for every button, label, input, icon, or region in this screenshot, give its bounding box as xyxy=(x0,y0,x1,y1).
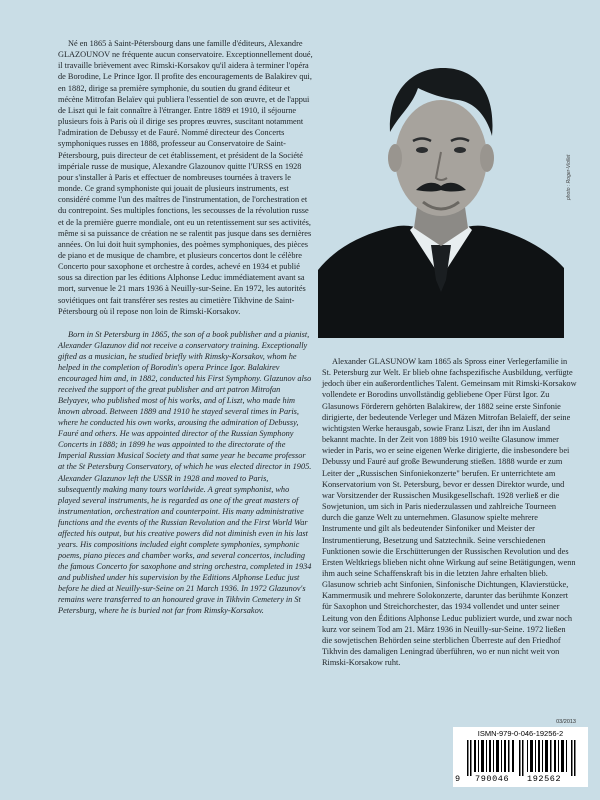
barcode-first-digit: 9 xyxy=(455,774,461,784)
photo-credit: photo : Roger-Viollet xyxy=(566,154,572,200)
german-paragraph: Alexander GLASUNOW kam 1865 als Spross einer Verlegerfamilie in St. Petersburg zur Welt. Er blieb ohne fachspezifische Ausbildung, verfügte jedoch über ein außerordentliches Talent. Gemeinsam mit Rimski-Korsakow vollendete er Borodins unvollständig gebliebene Oper Fürst Igor. Zu Glasunows Förderern gehörten Balakirew, der 1882 seine erste Sinfonie dirigierte, der bedeutende Verleger und Mäzen Mitrofan Belaïeff, der seine wichtigsten Werke herausgab, sowie Franz Liszt, der ihn im Ausland bekannt machte. In der Zeit von 1889 bis 1910 weilte Glasunow immer wieder in Paris, wo er seine eigenen Werke dirigierte, die insbesondere bei Debussy und Fauré auf große Bewunderung stießen. 1888 wurde er zum Leiter der „Russischen Sinfoniekonzerte" berufen. Er unterrichtete am Konservatorium von St. Petersburg, bevor er dessen Direktor wurde, und war Vorsitzender der Russischen Musikgesellschaft. 1928 verließ er die Sowjetunion, um sich in Paris niederzulassen und zahlreiche Tourneen durch die ganze Welt zu unternehmen. Glasunow spielte mehrere Instrumente und gilt als bedeutender Sinfoniker und Meister der Instrumentierung, Besetzung und Satztechnik. Seine verschiedenen Funktionen sowie die Erschütterungen der Russischen Revolution und des Ersten Weltkriegs blieben nicht ohne Wirkung auf seine Betätigungen, wenn ihm auch seine Schaffenskraft bis in die letzten Jahre erhalten blieb. Glasunow schrieb acht Sinfonien, Sinfonische Dichtungen, Klavierstücke, Kammermusik und mehrere Solokonzerte, darunter das berühmte Konzert für Saxophon und Streichorchester, das 1934 vollendet und unter seiner Leitung von den Éditions Alphonse Leduc publiziert wurde, und zwar noch kurz vor seinem Tod am 21. März 1936 in Neuilly-sur-Seine. 1972 ließen die sowjetischen Behörden seine sterblichen Überreste auf den Friedhof Tikhvin des damaligen Leningrad überführen, wo er nun nicht weit von Rimski-Korsakow ruht. xyxy=(322,357,577,668)
print-code: 03/2013 xyxy=(556,719,576,725)
barcode-right-group: 192562 xyxy=(527,774,562,784)
ismn-number: ISMN-979-0-046-19256-2 xyxy=(477,729,564,738)
english-biography xyxy=(58,329,313,616)
english-paragraph: Born in St Petersburg in 1865, the son of a book publisher and a pianist, Alexander Glazunov did not receive a conservatory training. Exceptionally gifted as a musician, he studied briefly with Rimsky-Korsakov, whom he helped in the completion of Borodin's opera Prince Igor. Balakirev encouraged him and, in 1882, conducted his First Symphony. Glazunov also received the support of the great publisher and art patron Mitrofan Belyayev, who published most of his works, and of Liszt, who made him known abroad. Between 1889 and 1910 he stayed several times in Paris, where he conducted his own works, arousing the admiration of Debussy, Fauré and others. He was appointed director of the Russian Symphony Concerts in 1888; in 1899 he was appointed to the directorate of the Imperial Russian Musical Society and that same year he became professor at the St Petersburg Conservatory, of which he was elected director in 1905. Alexander Glazunov left the USSR in 1928 and moved to Paris, subsequently making many tours worldwide. A great symphonist, who played several instruments, he is regarded as one of the great masters of instrumentation, orchestration and counterpoint. His many administrative functions and the events of the Russian Revolution and the First World War affected his output, but his creative powers did not diminish even in his last years. His compositions included eight complete symphonies, symphonic poems, piano pieces and chamber works, and several concertos, including the famous Concerto for saxophone and string orchestra, completed in 1934 and published under his supervision by the Editions Alphonse Leduc just before he died at Neuilly-sur-Seine on 21 March 1936. In 1972 Glazunov's remains were transferred to an honoured grave in Tikhvin Cemetery in St Petersburg, where he is buried not far from Rimsky-Korsakov. xyxy=(58,329,312,616)
composer-portrait xyxy=(318,40,564,338)
barcode-area xyxy=(453,727,588,787)
barcode-icon xyxy=(467,740,577,776)
barcode-left-group: 790046 xyxy=(475,774,510,784)
right-text-column xyxy=(322,356,577,668)
portrait-illustration xyxy=(318,40,564,338)
left-text-column xyxy=(58,38,313,616)
german-biography xyxy=(322,356,577,668)
french-biography xyxy=(58,38,313,317)
french-paragraph: Né en 1865 à Saint-Pétersbourg dans une famille d'éditeurs, Alexandre GLAZOUNOV ne fréquente aucun conservatoire. Exceptionnellement doué, il travaille brièvement avec Rimski-Korsakov qu'il aidera à terminer l'opéra de Borodine, Le Prince Igor. Il profite des encouragements de Balakirev qui, en 1882, dirige sa première symphonie, du soutien du grand éditeur et mécène Mitrofan Belaïev qui publiera l'essentiel de son œuvre, et de l'appui de Liszt qui le fait connaître à l'étranger. Entre 1889 et 1910, il séjourne plusieurs fois à Paris où il dirige ses propres œuvres, suscitant notamment l'admiration de Debussy et de Fauré. Nommé directeur des Concerts symphoniques russes en 1888, professeur au Conservatoire de Saint-Pétersbourg, puis directeur de cet établissement, et président de la Société impériale russe de musique, Alexandre Glazounov quitte l'URSS en 1928 pour s'installer à Paris et effectuer de nombreuses tournées à travers le monde. Ce grand symphoniste qui jouait de plusieurs instruments, est considéré comme l'un des maîtres de l'instrumentation, de l'orchestration et du contrepoint. Ses multiples fonctions, les secousses de la révolution russe et de la première guerre mondiale, ont eu un retentissement sur ses activités, même si sa puissance de création ne se ralentit pas jusque dans ses dernières années. On lui doit huit symphonies, des poèmes symphoniques, des pièces de piano et de musique de chambre, et plusieurs concertos dont le célèbre Concerto pour saxophone et orchestre à cordes, achevé en 1934 et publié sous sa direction par les éditions Alphonse Leduc immédiatement avant sa mort, survenue le 21 mars 1936 à Neuilly-sur-Seine. En 1972, les autorités soviétiques ont fait transférer ses restes au cimetière Tikhvine de Saint-Pétersbourg où il repose non loin de Rimski-Korsakov. xyxy=(58,39,313,316)
